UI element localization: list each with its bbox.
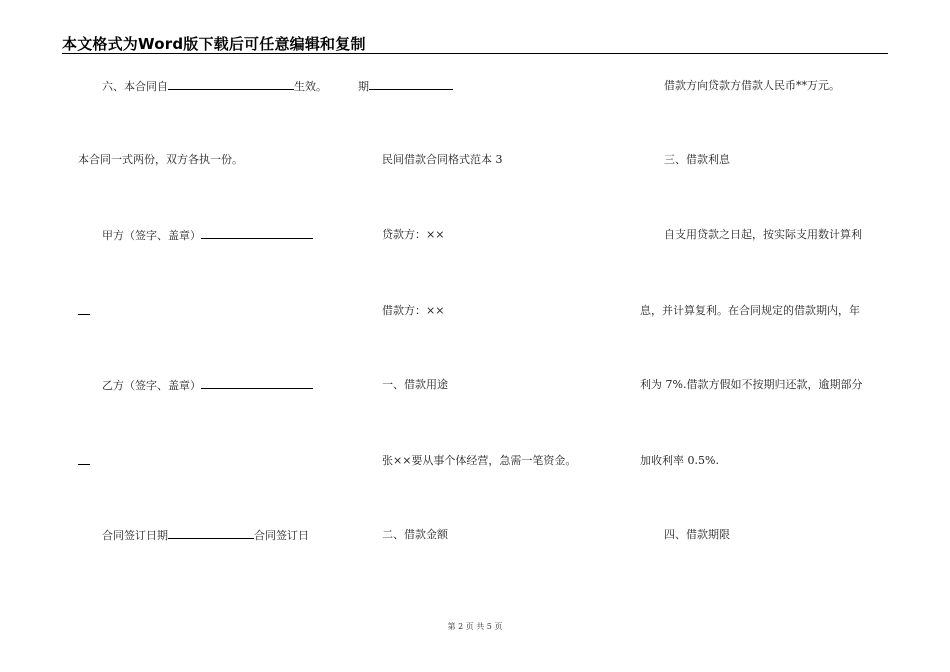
header-divider [62,53,888,54]
page-number-footer: 第 2 页 共 5 页 [447,622,503,631]
col3-section-term-heading: 四、借款期限 [664,528,730,541]
col1-effective-clause [102,79,327,94]
col1-signing-date [102,528,309,543]
col2-lender: 贷款方：×× [382,228,445,241]
col2-purpose-text: 张××要从事个体经营，急需一笔资金。 [382,454,577,467]
document-header-title: 本文格式为Word版下载后可任意编辑和复制 [62,35,366,53]
col2-borrower: 借款方：×× [382,304,445,317]
col1-party-b-signature [102,378,313,393]
col1-party-a-signature-continuation [78,304,90,319]
col1-party-a-signature [102,228,313,243]
party-b-label: 乙方（签字、盖章） [102,379,201,392]
col3-interest-text-2: 息，并计算复利。在合同规定的借款期内，年 [640,304,860,317]
signing-date-suffix: 合同签订日 [254,529,309,542]
col1-party-b-signature-continuation [78,454,90,469]
term-label: 期 [358,80,369,93]
col1-copies-clause: 本合同一式两份，双方各执一份。 [78,153,243,166]
col3-interest-text-4: 加收利率 0.5%. [640,454,719,467]
blank-term [369,79,453,90]
col2-term-line [358,79,453,94]
blank-signing-date [168,528,254,539]
col3-section-interest-heading: 三、借款利息 [664,153,730,166]
col2-section-amount-heading: 二、借款金额 [382,528,448,541]
blank-party-a [201,228,313,239]
blank-party-a-continued [78,304,90,315]
col2-template-title: 民间借款合同格式范本 3 [382,153,503,166]
col1-effective-prefix: 六、本合同自 [102,80,168,93]
blank-party-b-continued [78,454,90,465]
col3-interest-text-3: 利为 7%.借款方假如不按期归还款，逾期部分 [640,378,863,391]
col1-effective-suffix: 生效。 [294,80,327,93]
signing-date-prefix: 合同签订日期 [102,529,168,542]
party-a-label: 甲方（签字、盖章） [102,229,201,242]
col2-section-purpose-heading: 一、借款用途 [382,378,448,391]
col3-loan-amount-text: 借款方向贷款方借款人民币**万元。 [664,79,840,92]
blank-effective-date [168,79,294,90]
col3-interest-text-1: 自支用贷款之日起，按实际支用数计算利 [664,228,862,241]
blank-party-b [201,378,313,389]
